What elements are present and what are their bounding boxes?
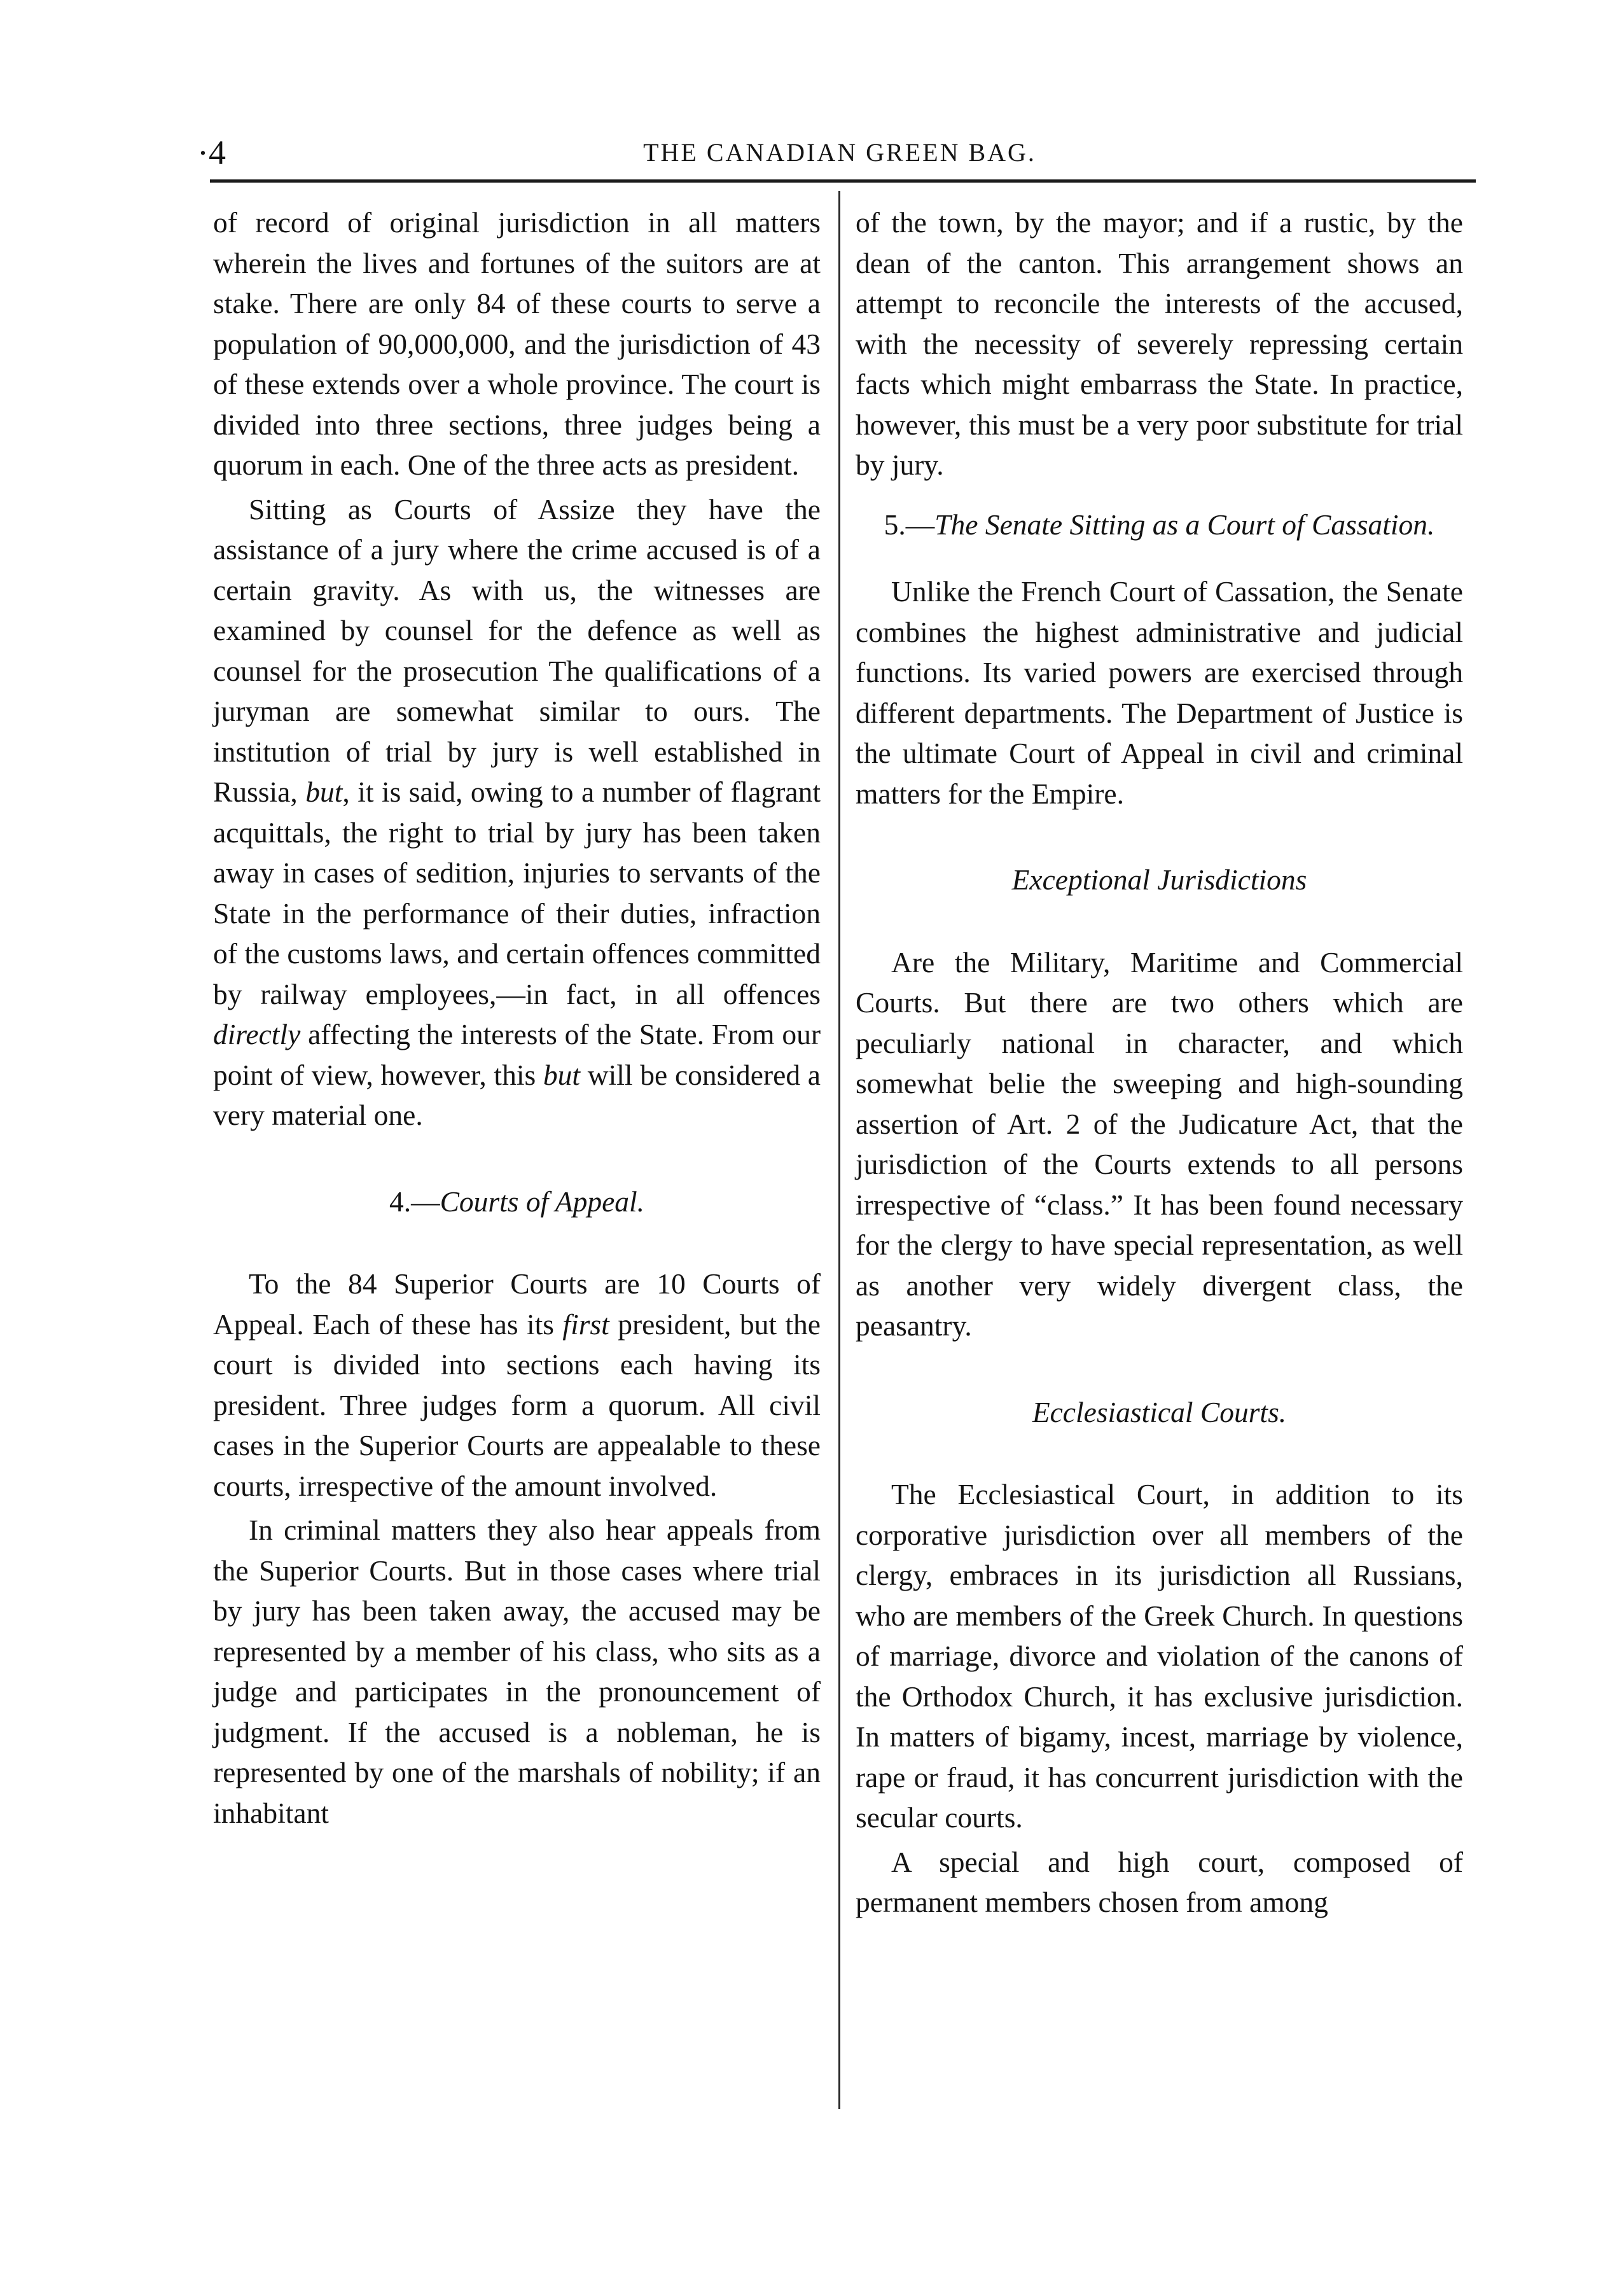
page-number: ·4 xyxy=(197,134,226,172)
left-paragraph-1: of record of original jurisdiction in all matters wherein the lives and fortunes of the suitors are at stake. There are only 84 of these courts to serve a population of 90,000,000, and the jurisdiction of 43 of these extends over a whole province. The court is divided into three sections, three judges being a quorum in each. One of the three acts as president. xyxy=(213,206,821,481)
left-paragraph-3: To the 84 Superior Courts are 10 Courts of Appeal. Each of these has its first president, but the court is divided into sections each having its president. Three judges form a quorum. All civil cases in the Superior Courts are appealable to these courts, irrespective of the amount involved. xyxy=(213,1267,821,1502)
section-heading-courts-of-appeal: 4.—Courts of Appeal. xyxy=(389,1185,645,1218)
journal-title: THE CANADIAN GREEN BAG. xyxy=(643,138,1036,167)
emphasis-but: but xyxy=(305,776,343,808)
right-column xyxy=(856,202,1463,1923)
right-paragraph-4: The Ecclesiastical Court, in addition to its corporative jurisdiction over all members of the clergy, embraces in its jurisdiction all Russians, who are members of the Greek Church. In questions of marriage, divorce and violation of the canons of the Orthodox Church, it has exclusive jurisdiction. In matters of bigamy, incest, marriage by violence, rape or fraud, it has concurrent jurisdiction with the secular courts. xyxy=(856,1478,1463,1834)
left-column xyxy=(213,202,821,1833)
right-paragraph-2: Unlike the French Court of Cassation, the Senate combines the highest administrative and judicial functions. Its varied powers are exercised through different departments. The Department of Justice is the ultimate Court of Appeal in civil and criminal matters for the Empire. xyxy=(856,575,1463,810)
emphasis-but-2: but xyxy=(543,1058,581,1091)
section-heading-ecclesiastical-courts: Ecclesiastical Courts. xyxy=(1032,1395,1287,1428)
left-paragraph-2: Sitting as Courts of Assize they have the assistance of a jury where the crime accused is of a certain gravity. As with us, the witnesses are examined by counsel for the defence as well as counsel for the prosecution The qualifications of a juryman are somewhat similar to ours. The institution of trial by jury is well established in Russia, but, it is said, owing to a number of flagrant acquittals, the right to trial by jury has been taken away in cases of sedition, injuries to servants of the State in the performance of their duties, infraction of the customs laws, and certain offences committed by railway employees,—in fact, in all offences directly affecting the interests of the State. From our point of view, however, this but will be considered a very material one. xyxy=(213,492,821,1131)
right-paragraph-1: of the town, by the mayor; and if a rustic, by the dean of the canton. This arrangement shows an attempt to reconcile the interests of the accused, with the necessity of severely repressing certain facts which might embarrass the State. In practice, however, this must be a very poor substitute for trial by jury. xyxy=(856,206,1463,481)
emphasis-directly: directly xyxy=(213,1018,301,1050)
right-paragraph-5: A special and high court, composed of permanent members chosen from among xyxy=(856,1845,1463,1918)
column-divider xyxy=(838,191,840,2109)
running-head xyxy=(197,130,1482,175)
header-rule xyxy=(210,179,1476,183)
left-paragraph-4: In criminal matters they also hear appeals from the Superior Courts. But in those cases where trial by jury has been taken away, the accused may be represented by a member of his class, who sits as a judge and participates in the pronouncement of judgment. If the accused is a nobleman, he is represented by one of the marshals of nobility; if an inhabitant xyxy=(213,1514,821,1829)
right-paragraph-3: Are the Military, Maritime and Commercial Courts. But there are two others which are peculiarly national in character, and which somewhat belie the sweeping and high-sounding assertion of Art. 2 of the Judicature Act, that the jurisdiction of the Courts extends to all persons irrespective of “class.” It has been found necessary for the clergy to have special representation, as well as another very widely divergent class, the peasantry. xyxy=(856,945,1463,1342)
emphasis-first: first xyxy=(562,1307,609,1341)
section-heading-senate: 5.—The Senate Sitting as a Court of Cassation. xyxy=(884,508,1435,541)
section-heading-exceptional-jurisdictions: Exceptional Jurisdictions xyxy=(1011,863,1307,896)
